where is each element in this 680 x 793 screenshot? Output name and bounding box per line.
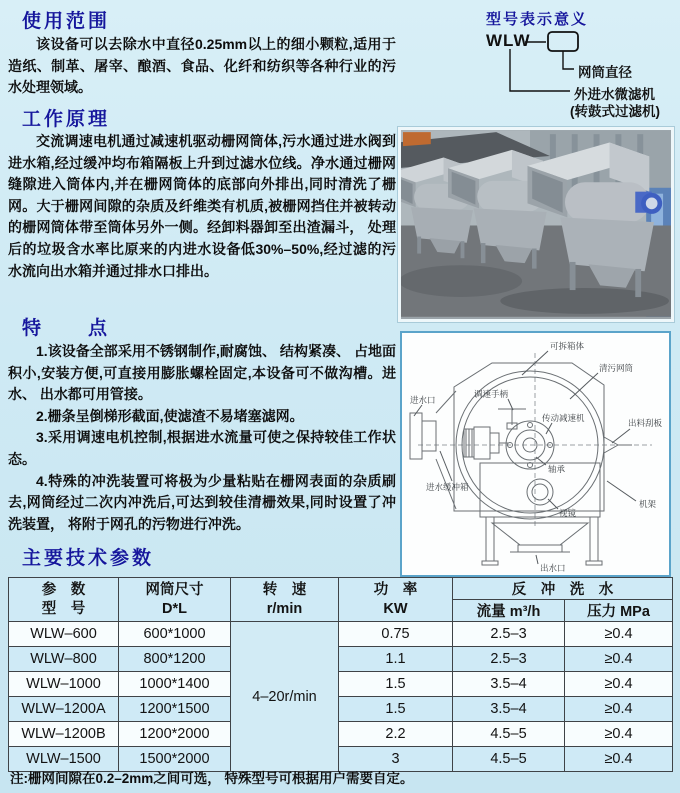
col-header-power: 功 率 KW xyxy=(339,578,453,622)
cell-power: 1.5 xyxy=(339,697,453,722)
cell-size: 800*1200 xyxy=(119,647,231,672)
cell-power: 1.5 xyxy=(339,672,453,697)
cell-pressure: ≥0.4 xyxy=(565,672,673,697)
cell-size: 600*1000 xyxy=(119,622,231,647)
cell-size: 1200*1500 xyxy=(119,697,231,722)
equipment-photo-frame xyxy=(398,127,674,322)
table-row xyxy=(9,647,673,672)
parameters-table xyxy=(8,577,673,772)
table-row xyxy=(9,672,673,697)
cell-model: WLW–1200A xyxy=(9,697,119,722)
col-header-flow: 流量 m³/h xyxy=(453,600,565,622)
model-designation-title: 型号表示意义 xyxy=(486,11,589,28)
cell-flow: 3.5–4 xyxy=(453,697,565,722)
cell-pressure: ≥0.4 xyxy=(565,697,673,722)
model-type-label-line2: (转鼓式过滤机) xyxy=(570,104,660,119)
table-row xyxy=(9,622,673,647)
cell-size: 1200*2000 xyxy=(119,722,231,747)
principle-body-text: 交流调速电机通过减速机驱动栅网筒体,污水通过进水阀到进水箱,经过缓冲均布箱隔板上升到过滤水位线。净水通过栅网缝隙进入筒体内,并在栅网筒体的底部向外排出,同时清洗了栅网。大于栅网间隙的杂质及纤维类有机质,被栅网挡住并被转动的栅网筒体带至筒体另外一侧。经卸料器卸至出渣漏斗， 处理后的垃圾含水率比原来的内进水设备低30%–50%,经过滤的污水流向出水箱并通过排水口排出。 xyxy=(8,133,396,279)
feature-item: 2.栅条呈倒梯形截面,使滤渣不易堵塞滤网。 xyxy=(36,407,304,424)
cell-flow: 2.5–3 xyxy=(453,647,565,672)
structure-diagram-frame xyxy=(400,331,671,577)
structure-diagram xyxy=(402,333,669,575)
col-header-model: 参 数 型 号 xyxy=(9,578,119,622)
cell-speed-merged: 4–20r/min xyxy=(231,622,339,772)
photo-orange-detail xyxy=(403,132,431,146)
feature-item: 1.该设备全部采用不锈钢制作,耐腐蚀、 结构紧凑、 占地面积小,安装方便,可直接用膨胀螺栓固定,本设备可不做沟槽。进水、 出水都可用管接。 xyxy=(8,343,396,403)
parameters-section-title: 主要技术参数 xyxy=(22,548,155,569)
diagram-label-outlet: 出水口 xyxy=(540,563,566,573)
cell-pressure: ≥0.4 xyxy=(565,722,673,747)
usage-body-text: 该设备可以去除水中直径0.25mm以上的细小颗粒,适用于造纸、制革、屠宰、酿酒、食品、化纤和纺织等各种行业的污水处理领域。 xyxy=(8,36,396,96)
model-diameter-label: 网筒直径 xyxy=(578,65,632,80)
feature-item: 3.采用调速电机控制,根据进水流量可使之保持较佳工作状态。 xyxy=(8,429,396,467)
diagram-drawing xyxy=(410,351,652,565)
cell-model: WLW–1000 xyxy=(9,672,119,697)
col-header-size: 网筒尺寸 D*L xyxy=(119,578,231,622)
usage-section-title: 使用范围 xyxy=(22,11,111,32)
cell-power: 0.75 xyxy=(339,622,453,647)
table-row xyxy=(9,722,673,747)
diagram-label-housing: 可拆箱体 xyxy=(550,341,585,351)
diagram-label-buffer-box: 进水缓冲箱 xyxy=(426,482,469,492)
cell-size: 1500*2000 xyxy=(119,747,231,772)
model-prefix: WLW xyxy=(486,31,531,50)
principle-section-title: 工作原理 xyxy=(22,109,111,130)
cell-model: WLW–1500 xyxy=(9,747,119,772)
cell-model: WLW–800 xyxy=(9,647,119,672)
cell-flow: 2.5–3 xyxy=(453,622,565,647)
cell-pressure: ≥0.4 xyxy=(565,647,673,672)
diagram-label-inlet: 进水口 xyxy=(410,395,436,405)
cell-pressure: ≥0.4 xyxy=(565,622,673,647)
cell-power: 2.2 xyxy=(339,722,453,747)
cell-model: WLW–1200B xyxy=(9,722,119,747)
diagram-label-scraper: 出料刮板 xyxy=(628,418,663,428)
cell-flow: 4.5–5 xyxy=(453,722,565,747)
features-section-title: 特 点 xyxy=(22,318,111,339)
cell-flow: 3.5–4 xyxy=(453,672,565,697)
parameters-table-wrapper xyxy=(8,577,673,772)
cell-model: WLW–600 xyxy=(9,622,119,647)
diagram-label-handle: 调速手柄 xyxy=(474,389,509,399)
model-type-label-line1: 外进水微滤机 xyxy=(574,87,655,102)
equipment-photo xyxy=(401,130,671,317)
cell-flow: 4.5–5 xyxy=(453,747,565,772)
table-row xyxy=(9,697,673,722)
col-header-backwash: 反 冲 洗 水 xyxy=(453,578,673,600)
diagram-label-sight-glass: 视镜 xyxy=(559,508,577,518)
cell-power: 1.1 xyxy=(339,647,453,672)
cell-size: 1000*1400 xyxy=(119,672,231,697)
diagram-label-drum: 清污网筒 xyxy=(599,363,634,373)
cell-power: 3 xyxy=(339,747,453,772)
feature-item: 4.特殊的冲洗装置可将极为少量粘贴在栅网表面的杂质刷去,网筒经过二次内冲洗后,可达到较佳清栅效果,同时设置了冲洗装置， 将附于网孔的污物进行冲洗。 xyxy=(8,472,396,532)
col-header-speed: 转 速 r/min xyxy=(231,578,339,622)
model-designation-block xyxy=(398,4,674,122)
diagram-label-bearing: 轴承 xyxy=(548,464,566,474)
diagram-label-frame: 机架 xyxy=(639,499,657,509)
table-footnote: 注:栅网间隙在0.2–2mm之间可选， 特殊型号可根据用户需要自定。 xyxy=(10,771,414,786)
features-list xyxy=(8,341,396,535)
diagram-label-reducer: 传动减速机 xyxy=(542,413,585,423)
cell-pressure: ≥0.4 xyxy=(565,747,673,772)
col-header-pressure: 压力 MPa xyxy=(565,600,673,622)
